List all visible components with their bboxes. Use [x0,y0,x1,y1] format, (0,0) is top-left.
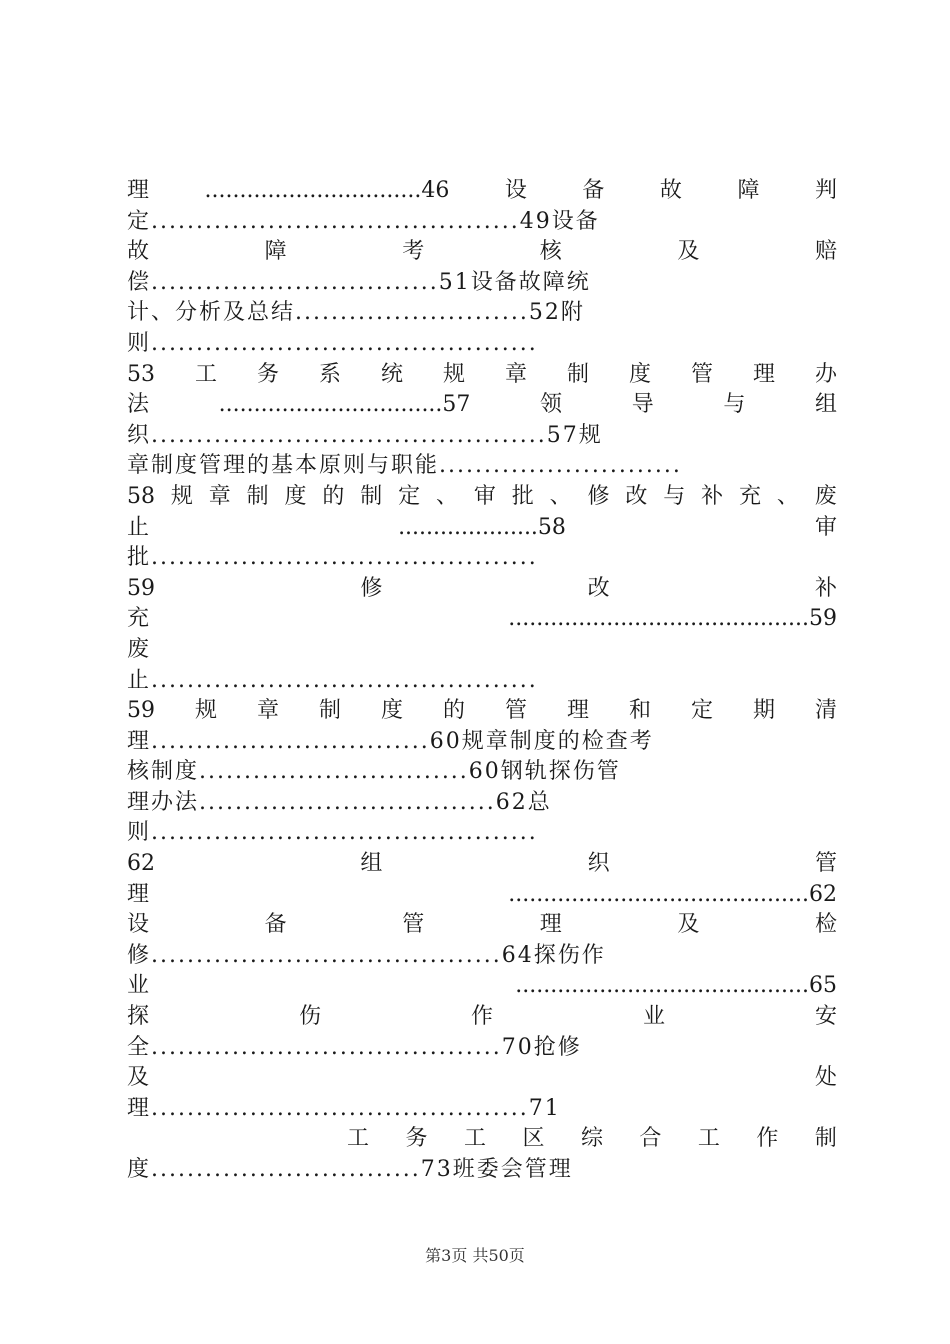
toc-token: 53 [127,361,155,387]
toc-token: 批 [511,483,534,509]
toc-token: 章 [208,483,231,509]
toc-token: 定 [690,698,713,724]
toc-line: 废 [127,636,152,662]
toc-token: 修 [360,575,383,601]
toc-token: 规 [194,698,217,724]
toc-token: 修 [587,483,610,509]
toc-token: 规 [442,361,465,387]
toc-token: 备 [264,912,287,938]
toc-token: 度 [628,361,651,387]
toc-line [127,880,837,911]
toc-token: 清 [814,698,837,724]
toc-token: 故 [659,178,682,203]
table-of-contents [127,176,837,1186]
toc-token: 安 [814,1004,837,1030]
toc-line [127,574,837,605]
toc-token: 度 [284,483,307,509]
toc-token: ..........................................65 [515,973,837,999]
toc-token: 务 [405,1126,428,1152]
toc-token: 与 [663,483,686,509]
toc-token: 作 [756,1126,779,1152]
toc-line: 计、分析及总结..........................52附 [127,300,585,326]
toc-token: 制 [246,483,269,509]
toc-token: ...........................................59 [508,606,837,632]
toc-line: 则........................................... [127,820,538,846]
toc-token: 管 [402,912,425,938]
toc-token: 制 [814,1126,837,1152]
toc-token: 工 [463,1126,486,1152]
toc-line [127,513,837,544]
toc-token: 组 [814,392,837,418]
toc-token: 改 [587,575,610,601]
toc-token: 度 [380,698,403,724]
toc-token: 业 [127,973,150,999]
toc-line: 修.......................................64探伤作 [127,942,606,968]
toc-token: 设 [127,912,150,938]
toc-token: 充 [127,606,150,632]
toc-token: 59 [127,575,155,601]
toc-token: 的 [442,698,465,724]
toc-token: 法 [127,392,150,418]
toc-line: 止........................................... [127,667,538,693]
toc-token: 定 [398,483,421,509]
toc-line: 全.......................................70抢修 [127,1034,582,1060]
toc-token: 障 [264,239,287,265]
toc-line [127,1002,837,1033]
toc-token: 障 [737,178,760,203]
toc-token: 综 [580,1126,603,1152]
toc-token: 理 [752,361,775,387]
toc-token: 判 [814,178,837,203]
toc-token: 作 [470,1004,493,1030]
toc-token: 领 [540,392,563,418]
toc-token: 62 [127,851,155,877]
toc-token: 补 [814,575,837,601]
toc-token: 检 [814,912,837,938]
toc-token: 核 [539,239,562,265]
toc-token: ...........................................62 [508,881,837,907]
toc-line [127,482,837,513]
toc-line [127,390,837,421]
toc-token: 工 [194,361,217,387]
toc-token: 考 [402,239,425,265]
toc-line [127,1124,837,1155]
toc-token: 制 [360,483,383,509]
toc-line: 理办法.................................62总 [127,789,552,815]
toc-token: 合 [639,1126,662,1152]
toc-line: 偿................................51设备故障统 [127,269,591,295]
toc-token: 设 [504,178,527,203]
toc-token: 充 [738,483,761,509]
toc-token: 58 [127,483,155,509]
toc-token: 审 [473,483,496,509]
toc-token: 办 [814,361,837,387]
toc-token: 组 [360,851,383,877]
toc-line [127,237,837,268]
toc-token: 制 [318,698,341,724]
toc-line: 则........................................... [127,330,538,356]
toc-token: 规 [170,483,193,509]
toc-token: 导 [631,392,654,418]
toc-token: 管 [814,851,837,877]
toc-token: ...............................46 [204,178,450,203]
toc-line: 批........................................... [127,545,538,571]
toc-token: 与 [723,392,746,418]
toc-token: 故 [127,239,150,265]
toc-line: 理...............................60规章制度的检查考 [127,728,654,754]
toc-line [127,696,837,727]
toc-line: 定.........................................49设备 [127,208,600,234]
toc-token: 及 [677,912,700,938]
toc-line [127,910,837,941]
toc-token: 改 [625,483,648,509]
toc-token: 备 [582,178,605,203]
toc-token: 章 [256,698,279,724]
toc-token: 探 [127,1004,150,1030]
toc-token: 务 [256,361,279,387]
toc-token: 伤 [298,1004,321,1030]
toc-token: 统 [380,361,403,387]
toc-token: 及 [127,1065,150,1091]
toc-token: 区 [522,1126,545,1152]
toc-token: 理 [127,178,150,203]
toc-line [127,176,837,207]
toc-token: 补 [701,483,724,509]
toc-token: 理 [127,881,150,907]
toc-token: 、 [776,483,799,509]
toc-token: 工 [347,1126,370,1152]
toc-token: 工 [697,1126,720,1152]
toc-token: 章 [504,361,527,387]
toc-token: 系 [318,361,341,387]
toc-token: 理 [566,698,589,724]
toc-line: 核制度..............................60钢轨探伤管 [127,759,621,785]
toc-token: 期 [752,698,775,724]
toc-token: 赔 [814,239,837,265]
toc-token: 和 [628,698,651,724]
toc-token: 、 [549,483,572,509]
toc-line: 理..........................................71 [127,1095,561,1121]
toc-token: 管 [690,361,713,387]
toc-line: 织............................................57规 [127,422,603,448]
toc-token: 及 [677,239,700,265]
toc-token: 理 [539,912,562,938]
toc-token: 、 [435,483,458,509]
toc-token: 制 [566,361,589,387]
toc-line [127,849,837,880]
toc-token: ....................58 [398,514,566,540]
toc-token: 止 [127,514,150,540]
toc-line [127,360,837,391]
toc-line [127,971,837,1002]
toc-line: 度..............................73班委会管理 [127,1157,573,1182]
toc-token: 处 [814,1065,837,1091]
page-footer: 第3页 共50页 [425,1246,525,1265]
toc-token: 业 [642,1004,665,1030]
toc-token: 59 [127,698,155,724]
toc-token: 废 [814,483,837,509]
toc-line [127,1063,837,1094]
toc-token: 管 [504,698,527,724]
toc-token: 审 [814,514,837,540]
toc-token: 织 [587,851,610,877]
toc-token: ................................57 [218,392,471,418]
toc-line: 章制度管理的基本原则与职能........................... [127,453,682,479]
toc-token: 的 [322,483,345,509]
toc-line [127,604,837,635]
